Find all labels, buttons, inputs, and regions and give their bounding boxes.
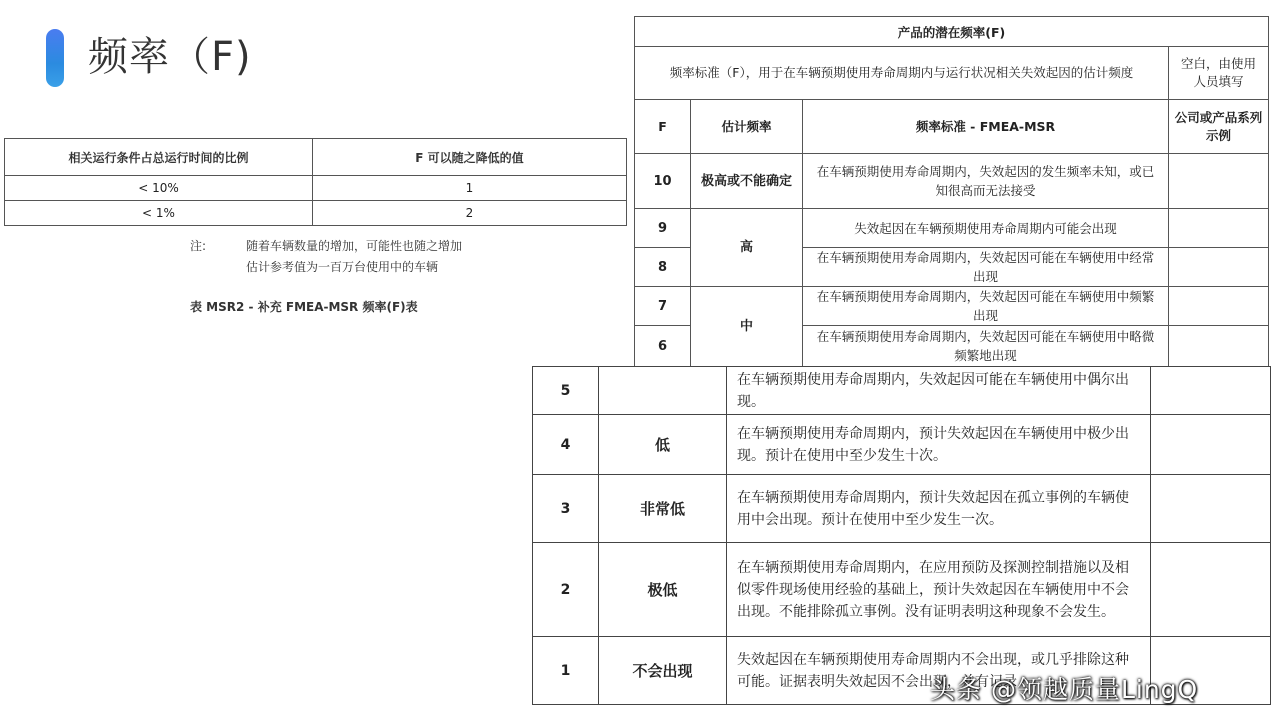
criteria-cell: 失效起因在车辆预期使用寿命周期内可能会出现 — [803, 209, 1169, 248]
table-header-row — [635, 100, 1269, 154]
watermark: 头条 @领越质量LingQ — [930, 675, 1199, 704]
header-criteria: 频率标准 - FMEA-MSR — [803, 100, 1169, 154]
rank-cell: 5 — [533, 367, 599, 415]
level-cell: 不会出现 — [599, 637, 727, 705]
frequency-table-bottom — [532, 366, 1271, 705]
table-description-row — [635, 47, 1269, 100]
rank-cell: 10 — [635, 154, 691, 209]
table-row — [533, 543, 1271, 637]
example-cell — [1169, 326, 1269, 367]
criteria-cell: 失效起因在车辆预期使用寿命周期内不会出现，或几乎排除这种可能。证据表明失效起因不会出现，并有记录 — [727, 637, 1151, 705]
level-cell: 极低 — [599, 543, 727, 637]
criteria-cell: 在车辆预期使用寿命周期内，失效起因的发生频率未知，或已知很高而无法接受 — [803, 154, 1169, 209]
criteria-cell: 在车辆预期使用寿命周期内，失效起因可能在车辆使用中经常出现 — [803, 248, 1169, 287]
header-example: 公司或产品系列示例 — [1169, 100, 1269, 154]
ratio-header-cell: 相关运行条件占总运行时间的比例 — [5, 139, 313, 176]
blank-note: 空白，由使用人员填写 — [1169, 47, 1269, 100]
level-cell — [599, 367, 727, 415]
ratio-cell: < 1% — [5, 201, 313, 226]
value-header-cell: F 可以随之降低的值 — [313, 139, 627, 176]
value-cell: 2 — [313, 201, 627, 226]
frequency-table-top — [634, 16, 1269, 367]
rank-cell: 7 — [635, 287, 691, 326]
rank-cell: 3 — [533, 475, 599, 543]
table-row — [533, 415, 1271, 475]
note-label: 注: — [190, 239, 207, 253]
level-cell: 低 — [599, 415, 727, 475]
example-cell — [1169, 287, 1269, 326]
level-cell: 中 — [691, 287, 803, 367]
rank-cell: 4 — [533, 415, 599, 475]
value-cell: 1 — [313, 176, 627, 201]
note-line-2: 估计参考值为一百万台使用中的车辆 — [246, 260, 439, 274]
page-title: 频率（F) — [88, 34, 252, 80]
ratio-table — [4, 138, 627, 226]
table-row — [533, 367, 1271, 415]
header-estimate: 估计频率 — [691, 100, 803, 154]
header-f: F — [635, 100, 691, 154]
example-cell — [1151, 367, 1271, 415]
criteria-cell: 在车辆预期使用寿命周期内，预计失效起因在孤立事例的车辆使用中会出现。预计在使用中至少发生一次。 — [727, 475, 1151, 543]
example-cell — [1169, 209, 1269, 248]
level-cell: 非常低 — [599, 475, 727, 543]
table-row — [5, 201, 627, 226]
criteria-cell: 在车辆预期使用寿命周期内，失效起因可能在车辆使用中频繁出现 — [803, 287, 1169, 326]
rank-cell: 2 — [533, 543, 599, 637]
table-caption: 表 MSR2 - 补充 FMEA-MSR 频率(F)表 — [190, 300, 418, 314]
table-title-row — [635, 17, 1269, 47]
example-cell — [1151, 475, 1271, 543]
note-line-1: 随着车辆数量的增加，可能性也随之增加 — [246, 239, 463, 253]
criteria-cell: 在车辆预期使用寿命周期内，在应用预防及探测控制措施以及相似零件现场使用经验的基础上，预计失效起因在车辆使用中不会出现。不能排除孤立事例。没有证明表明这种现象不会发生。 — [727, 543, 1151, 637]
table-row — [533, 475, 1271, 543]
ratio-table-header — [5, 139, 627, 176]
table-title: 产品的潜在频率(F) — [635, 17, 1269, 47]
criteria-cell: 在车辆预期使用寿命周期内，预计失效起因在车辆使用中极少出现。预计在使用中至少发生十次。 — [727, 415, 1151, 475]
example-cell — [1151, 543, 1271, 637]
level-cell: 极高或不能确定 — [691, 154, 803, 209]
table-row — [635, 287, 1269, 326]
table-row — [635, 209, 1269, 248]
example-cell — [1151, 415, 1271, 475]
example-cell — [1169, 248, 1269, 287]
criteria-cell: 在车辆预期使用寿命周期内，失效起因可能在车辆使用中略微频繁地出现 — [803, 326, 1169, 367]
title-accent-bar — [46, 29, 64, 87]
ratio-cell: < 10% — [5, 176, 313, 201]
table-row — [5, 176, 627, 201]
table-row — [635, 154, 1269, 209]
rank-cell: 6 — [635, 326, 691, 367]
rank-cell: 1 — [533, 637, 599, 705]
table-description: 频率标准（F），用于在车辆预期使用寿命周期内与运行状况相关失效起因的估计频度 — [635, 47, 1169, 100]
rank-cell: 9 — [635, 209, 691, 248]
level-cell: 高 — [691, 209, 803, 287]
criteria-cell: 在车辆预期使用寿命周期内，失效起因可能在车辆使用中偶尔出现。 — [727, 367, 1151, 415]
example-cell — [1169, 154, 1269, 209]
rank-cell: 8 — [635, 248, 691, 287]
